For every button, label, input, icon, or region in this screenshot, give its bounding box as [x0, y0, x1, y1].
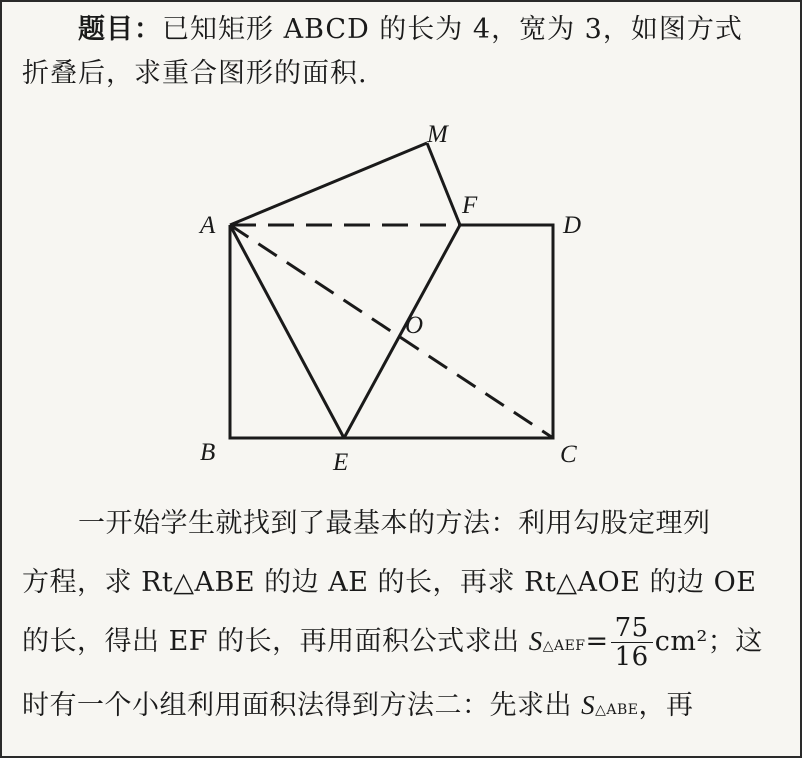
fraction-denominator: 16 [614, 642, 649, 672]
solution-line-4-end: ，再 [638, 690, 694, 721]
point-label-E: E [333, 449, 349, 476]
point-label-O: O [405, 312, 424, 339]
solution-line-1: 一开始学生就找到了最基本的方法：利用勾股定理列 [78, 508, 711, 539]
area-unit: cm²；这 [654, 626, 763, 657]
solution-line-3 [22, 612, 792, 676]
solution-line-4-text: 时有一个小组利用面积法得到方法二：先求出 [22, 690, 572, 721]
segment-A-B-C-D [230, 225, 553, 438]
solution-line-4 [22, 676, 792, 740]
problem-text-1: 已知矩形 ABCD 的长为 4，宽为 3，如图方式 [162, 14, 743, 45]
fold-diagram [180, 118, 600, 478]
point-label-M: M [427, 121, 448, 148]
problem-line-2: 折叠后，求重合图形的面积. [22, 58, 368, 89]
point-label-B: B [200, 439, 216, 466]
equals-sign: = [585, 626, 609, 657]
area-symbol-abe: S [581, 690, 596, 720]
solution-line-2: 方程，求 Rt△ABE 的边 AE 的长，再求 Rt△AOE 的边 OE [22, 567, 757, 598]
solution-line-3-text: 的长，得出 EF 的长，再用面积公式求出 [22, 626, 520, 657]
segment-AE [230, 225, 344, 438]
segment-EF [344, 225, 460, 438]
problem-statement [22, 8, 782, 96]
point-label-F: F [462, 192, 478, 219]
solution-text [22, 494, 792, 740]
point-label-A: A [200, 212, 216, 239]
fraction-numerator: 75 [611, 614, 653, 643]
area-subscript-abe: △ABE [595, 702, 639, 718]
point-label-C: C [560, 441, 577, 468]
problem-line-1 [22, 8, 782, 52]
point-label-D: D [563, 212, 582, 239]
area-symbol: S [528, 626, 543, 656]
geometry-figure [180, 118, 600, 478]
segment-MF [427, 143, 460, 225]
problem-label: 题目： [78, 14, 162, 45]
fraction [611, 614, 653, 671]
segment-AM [230, 143, 427, 225]
dashed-diagonal-AC [230, 225, 553, 438]
area-subscript: △AEF [542, 638, 586, 654]
